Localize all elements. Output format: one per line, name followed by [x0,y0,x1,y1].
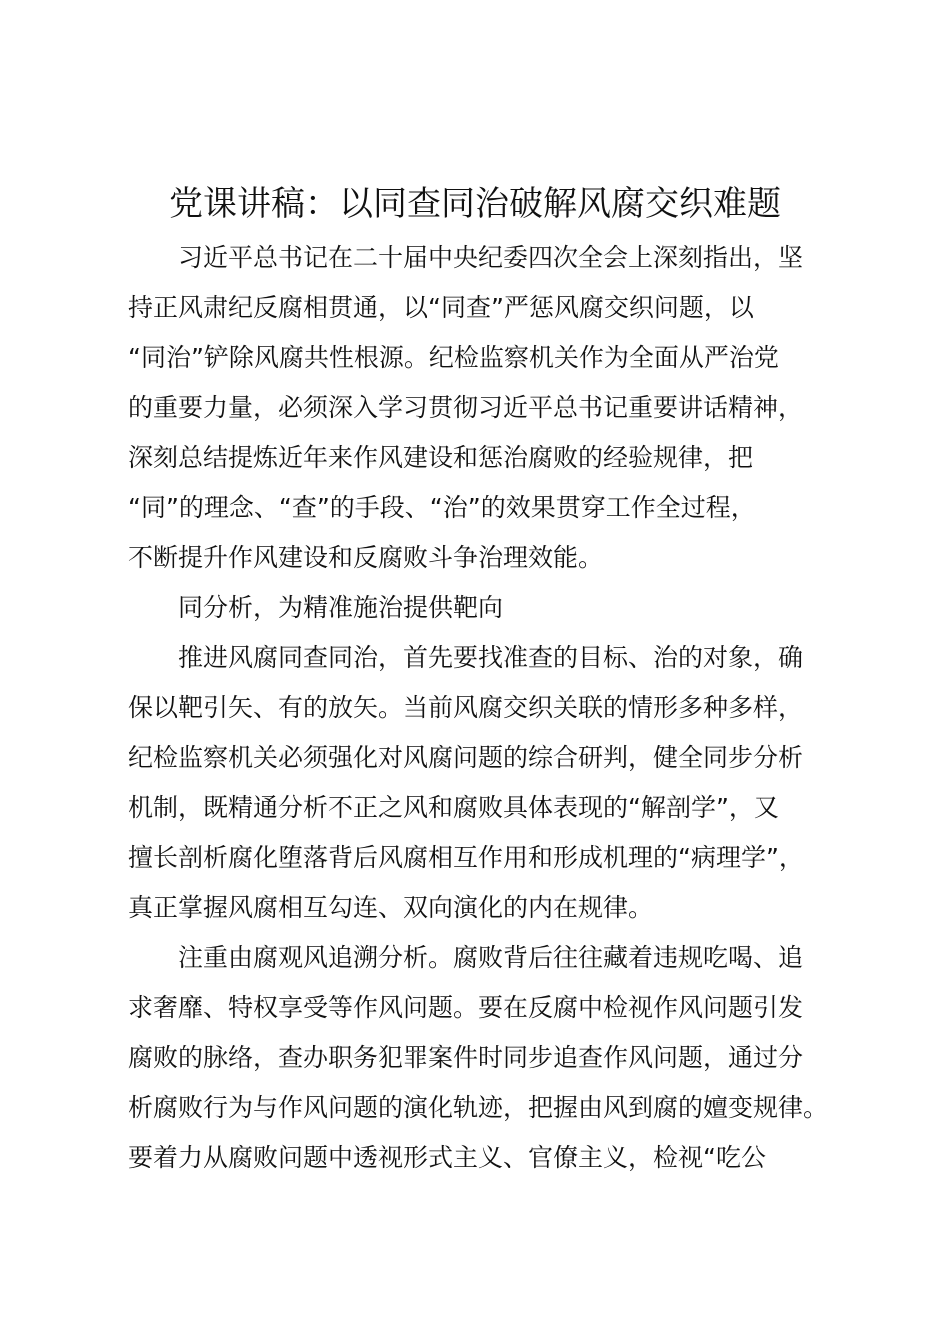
text-line: 机制，既精通分析不正之风和腐败具体表现的“解剖学”，又 [128,793,779,822]
document-title: 党课讲稿：以同查同治破解风腐交织难题 [169,184,781,224]
text-line: 保以靶引矢、有的放矢。当前风腐交织关联的情形多种多样， [128,693,804,722]
text-line: 真正掌握风腐相互勾连、双向演化的内在规律。 [128,893,654,922]
text-line: 注重由腐观风追溯分析。腐败背后往往藏着违规吃喝、追 [178,943,804,972]
paragraph-intro [128,233,840,583]
text-line: 不断提升作风建设和反腐败斗争治理效能。 [128,543,604,572]
text-line: 要着力从腐败问题中透视形式主义、官僚主义，检视“吃公 [128,1143,766,1172]
text-line: 腐败的脉络，查办职务犯罪案件时同步追查作风问题，通过分 [128,1043,804,1072]
text-line: 擅长剖析腐化堕落背后风腐相互作用和形成机理的“病理学”， [128,843,804,872]
text-line: 持正风肃纪反腐相贯通，以“同查”严惩风腐交织问题，以 [128,293,754,322]
text-line: 推进风腐同查同治，首先要找准查的目标、治的对象，确 [178,643,804,672]
paragraph-section-1 [128,633,840,933]
section-heading: 同分析，为精准施治提供靶向 [178,593,504,622]
text-line: “同治”铲除风腐共性根源。纪检监察机关作为全面从严治党 [128,343,779,372]
text-line: 深刻总结提炼近年来作风建设和惩治腐败的经验规律，把 [128,443,754,472]
text-line: 习近平总书记在二十届中央纪委四次全会上深刻指出，坚 [178,243,804,272]
paragraph-section-2 [128,933,840,1183]
text-line: 的重要力量，必须深入学习贯彻习近平总书记重要讲话精神， [128,393,804,422]
text-line: 纪检监察机关必须强化对风腐问题的综合研判，健全同步分析 [128,743,804,772]
text-line: 求奢靡、特权享受等作风问题。要在反腐中检视作风问题引发 [128,993,804,1022]
text-line: “同”的理念、“查”的手段、“治”的效果贯穿工作全过程， [128,493,756,522]
document-body [128,233,840,1183]
text-line: 析腐败行为与作风问题的演化轨迹，把握由风到腐的嬗变规律。 [128,1093,829,1122]
